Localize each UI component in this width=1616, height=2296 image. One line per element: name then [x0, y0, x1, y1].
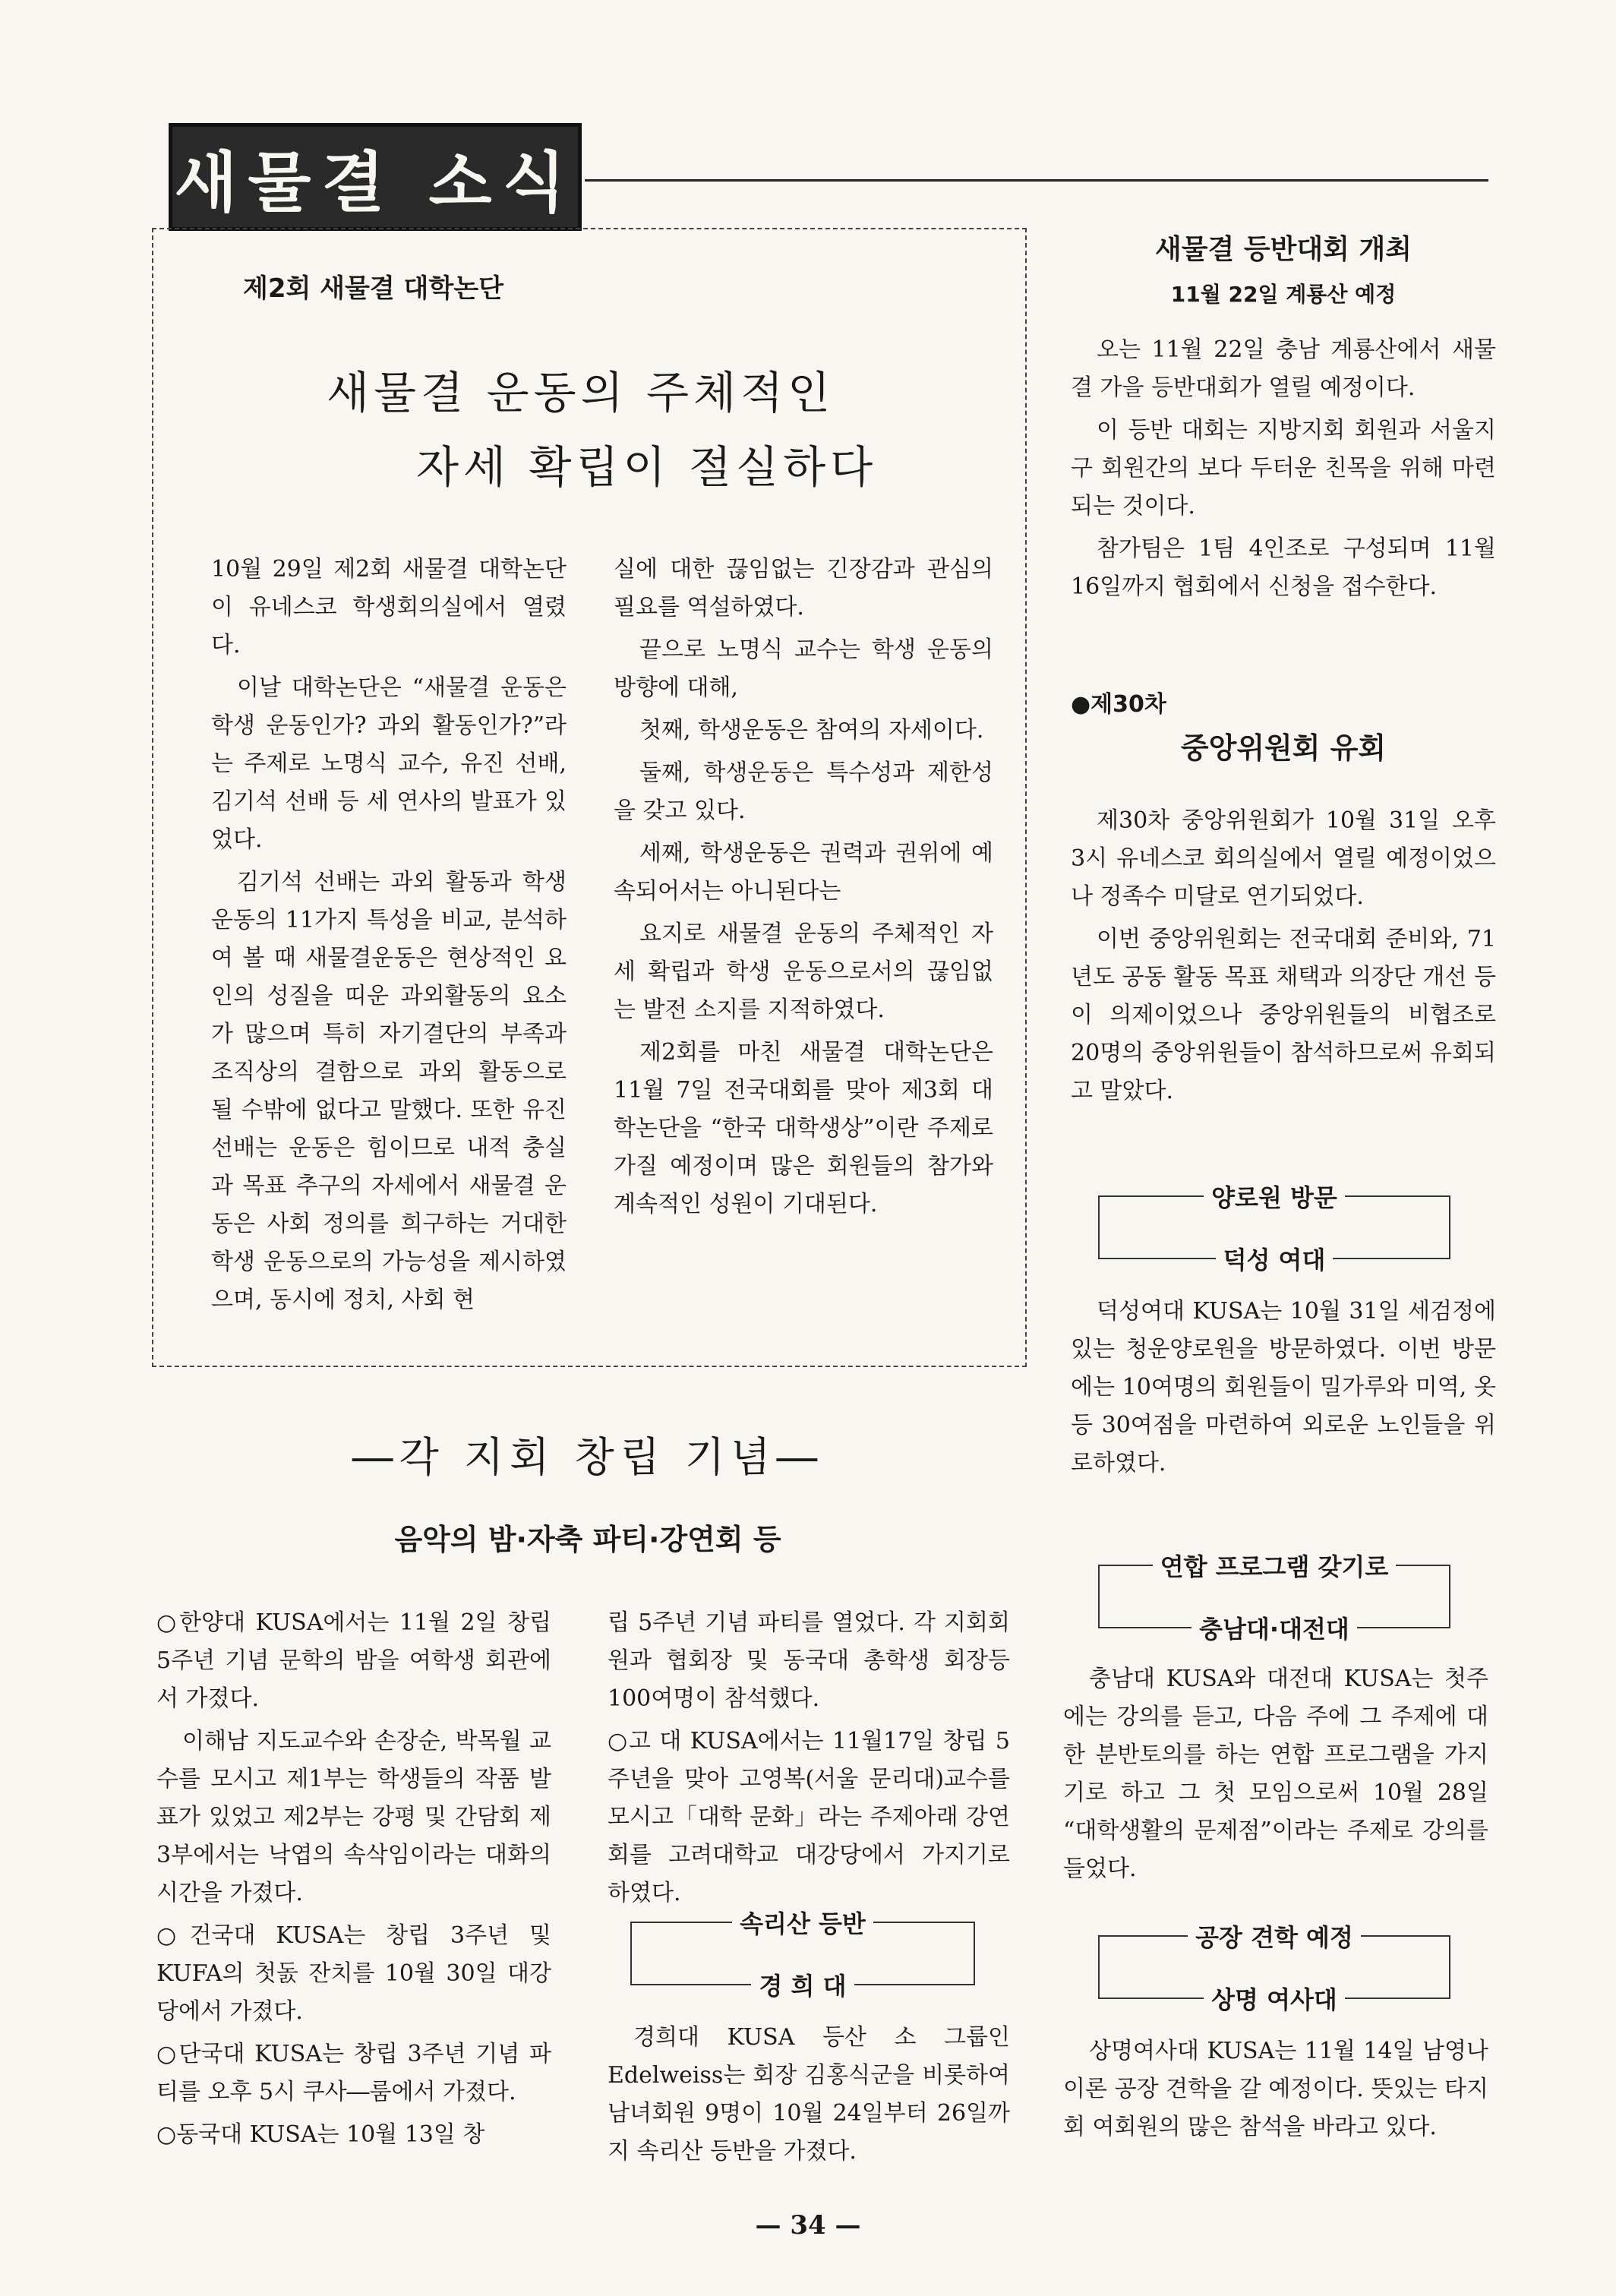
forum-kicker: 제2회 새물결 대학논단	[243, 273, 503, 304]
paragraph: ○고 대 KUSA에서는 11월17일 창립 5주년을 맞아 고영복(서울 문리대)교수를 모시고「대학 문화」라는 주제아래 강연회를 고려대학교 대강당에서 가지기로 하였다.	[608, 1728, 1010, 1906]
paragraph: 세째, 학생운동은 권력과 권위에 예속되어서는 아니된다는	[614, 840, 993, 905]
factory-body	[1063, 2032, 1488, 2151]
paragraph: 첫째, 학생운동은 참여의 자세이다.	[639, 717, 984, 744]
songni-heading-line1: 속리산 등반	[732, 1909, 873, 1938]
visit-body	[1071, 1293, 1496, 1487]
hiking-subtitle: 11월 22일 계룡산 예정	[1170, 282, 1397, 307]
paragraph: 경희대 KUSA 등산 소 그룹인 Edelweiss는 회장 김홍식군을 비롯하여 남녀회원 9명이 10월 24일부터 26일까지 속리산 등반을 가졌다.	[608, 2024, 1010, 2165]
factory-heading-box	[1098, 1923, 1450, 2014]
paragraph: 상명여사대 KUSA는 11월 14일 남영나이론 공장 견학을 갈 예정이다. 뜻있는 타지회 여회원의 많은 참석을 바라고 있다.	[1063, 2038, 1488, 2140]
songni-body	[608, 2019, 1010, 2175]
joint-heading-box	[1098, 1552, 1450, 1644]
songni-heading-box	[630, 1909, 975, 2001]
hiking-title: 새물결 등반대회 개최	[1154, 234, 1412, 265]
anniv-subtitle: 음악의 밤·자축 파티·강연회 등	[394, 1523, 781, 1556]
paragraph: 참가팀은 1팀 4인조로 구성되며 11월 16일까지 협회에서 신청을 접수한다.	[1071, 535, 1496, 600]
songni-heading-line2: 경 희 대	[751, 1972, 854, 2001]
joint-body	[1063, 1660, 1488, 1893]
visit-heading-line1: 양로원 방문	[1204, 1183, 1345, 1212]
hiking-body	[1071, 331, 1496, 611]
paragraph: 끝으로 노명식 교수는 학생 운동의 방향에 대해,	[614, 636, 993, 701]
paragraph: 덕성여대 KUSA는 10월 31일 세검정에 있는 청운양로원을 방문하였다. 이번 방문에는 10여명의 회원들이 밀가루와 미역, 옷 등 30여점을 마련하여 외로운 노인들을 위로하였다.	[1071, 1298, 1496, 1476]
factory-heading-line2: 상명 여사대	[1204, 1985, 1345, 2014]
paragraph: 충남대 KUSA와 대전대 KUSA는 첫주에는 강의를 듣고, 다음 주에 그 주제에 대한 분반토의를 하는 연합 프로그램을 가지기로 하고 그 첫 모임으로써 10월 28일 “대학생활의 문제점”이라는 주제로 강의를 들었다.	[1063, 1666, 1488, 1882]
forum-column-1	[211, 551, 567, 1324]
forum-title-line2: 자세 확립이 절실하다	[416, 441, 878, 493]
visit-heading-box	[1098, 1183, 1450, 1274]
paragraph: 실에 대한 끊임없는 긴장감과 관심의 필요를 역설하였다.	[614, 556, 993, 621]
paragraph: ○동국대 KUSA는 10월 13일 창	[156, 2121, 485, 2148]
joint-heading-line1: 연합 프로그램 갖기로	[1153, 1552, 1397, 1581]
anniv-column-1	[156, 1604, 551, 2159]
masthead-rule	[585, 179, 1488, 182]
forum-column-2	[614, 551, 993, 1228]
central-title: 중앙위원회 유회	[1180, 731, 1387, 765]
paragraph: 립 5주년 기념 파티를 열었다. 각 지회회원과 협회장 및 동국대 총학생 회장등 100여명이 참석했다.	[608, 1609, 1010, 1712]
paragraph: 이번 중앙위원회는 전국대회 준비와, 71년도 공동 활동 목표 채택과 의장단 개선 등이 의제이었으나 중앙위원들의 비협조로 20명의 중앙위원들이 참석하므로써 유회되고 말았다.	[1071, 926, 1496, 1104]
masthead-title: 새물결 소식	[174, 145, 576, 221]
paragraph: ○건국대 KUSA는 창립 3주년 및 KUFA의 첫돐 잔치를 10월 30일 대강당에서 가졌다.	[156, 1922, 551, 2025]
anniv-title: ―각 지회 창립 기념―	[352, 1433, 824, 1481]
joint-heading-line2: 충남대·대전대	[1191, 1615, 1357, 1644]
paragraph: 이 등반 대회는 지방지회 회원과 서울지구 회원간의 보다 두터운 친목을 위해 마련되는 것이다.	[1071, 417, 1496, 520]
paragraph: 둘째, 학생운동은 특수성과 제한성을 갖고 있다.	[614, 760, 993, 824]
paragraph: 10월 29일 제2회 새물결 대학논단이 유네스코 학생회의실에서 열렸다.	[211, 556, 567, 658]
paragraph: ○한양대 KUSA에서는 11월 2일 창립 5주년 기념 문학의 밤을 여학생 회관에서 가졌다.	[156, 1609, 551, 1712]
visit-heading-line2: 덕성 여대	[1216, 1246, 1334, 1274]
paragraph: ○단국대 KUSA는 창립 3주년 기념 파티를 오후 5시 쿠사―룸에서 가졌다.	[156, 2041, 551, 2105]
forum-title-line1: 새물결 운동의 주체적인	[327, 367, 835, 418]
anniv-column-2	[608, 1604, 1010, 1917]
paragraph: 이날 대학논단은 “새물결 운동은 학생 운동인가? 과외 활동인가?”라는 주제로 노명식 교수, 유진 선배, 김기석 선배 등 세 연사의 발표가 있었다.	[211, 674, 567, 853]
masthead	[169, 123, 582, 231]
paragraph: 오는 11월 22일 충남 계룡산에서 새물결 가을 등반대회가 열릴 예정이다.	[1071, 336, 1496, 401]
paragraph: 제2회를 마친 새물결 대학논단은 11월 7일 전국대회를 맞아 제3회 대학논단을 “한국 대학생상”이란 주제로 가질 예정이며 많은 회원들의 참가와 계속적인 성원이 기대된다.	[614, 1039, 993, 1217]
central-body	[1071, 802, 1496, 1115]
paragraph: 이해남 지도교수와 손장순, 박목월 교수를 모시고 제1부는 학생들의 작품 발표가 있었고 제2부는 강평 및 간담회 제3부에서는 낙엽의 속삭임이라는 대화의 시간을 가졌다.	[156, 1728, 551, 1906]
factory-heading-line1: 공장 견학 예정	[1188, 1923, 1361, 1952]
paragraph: 김기석 선배는 과외 활동과 학생 운동의 11가지 특성을 비교, 분석하여 볼 때 새물결운동은 현상적인 요인의 성질을 띠운 과외활동의 요소가 많으며 특히 자기결단의 부족과 조직상의 결함으로 과외 활동으로 될 수밖에 없다고 말했다. 또한 유진 선배는 운동은 힘이므로 내적 충실과 목표 추구의 자세에서 새물결 운동은 사회 정의를 희구하는 거대한 학생 운동으로의 가능성을 제시하였으며, 동시에 정치, 사회 현	[211, 869, 567, 1313]
page-number: — 34 —	[755, 2210, 861, 2241]
central-kicker: ●제30차	[1071, 691, 1166, 718]
paragraph: 요지로 새물결 운동의 주체적인 자세 확립과 학생 운동으로서의 끊임없는 발전 소지를 지적하였다.	[614, 921, 993, 1023]
paragraph: 제30차 중앙위원회가 10월 31일 오후 3시 유네스코 회의실에서 열릴 예정이었으나 정족수 미달로 연기되었다.	[1071, 807, 1496, 910]
